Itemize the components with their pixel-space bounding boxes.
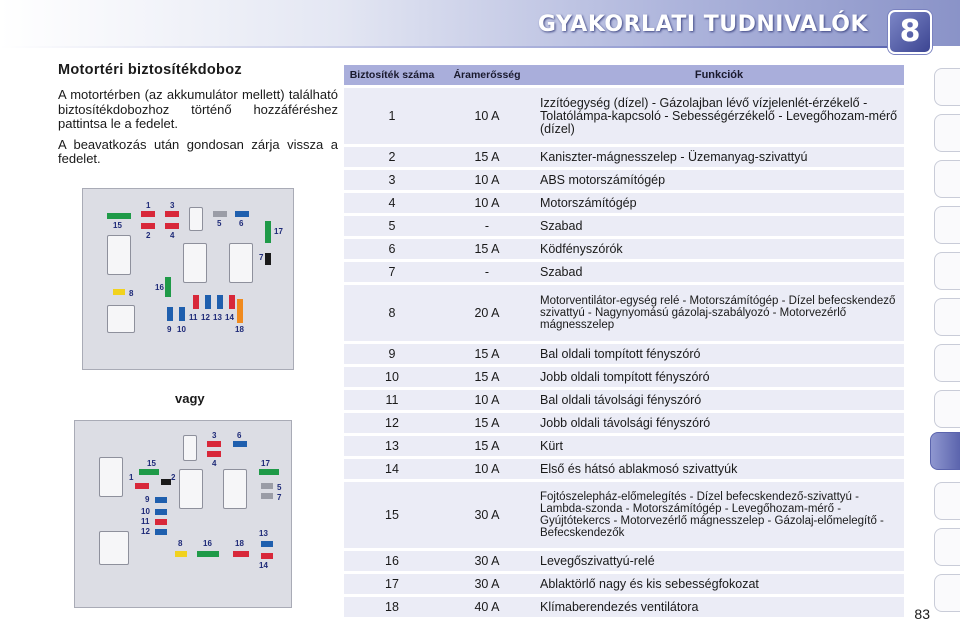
table-row [344, 574, 904, 594]
access-instruction: A motortérben (az akkumulátor mellett) található biztosítékdobozhoz történő hozzáféréshez pattintsa le a fedelet. [58, 87, 338, 131]
table-row [344, 390, 904, 410]
table-row [344, 147, 904, 167]
fuse-2 [141, 223, 155, 229]
chapter-side-tabs [926, 62, 960, 622]
fuse-amperage: - [440, 262, 534, 282]
label-15: 15 [113, 221, 122, 230]
fuse-3 [207, 441, 221, 447]
fuse-number: 14 [344, 459, 440, 479]
fuse-box-diagram-2 [74, 420, 292, 608]
label-13: 13 [213, 313, 222, 322]
fuse-amperage: 30 A [440, 574, 534, 594]
relay-bottom [99, 531, 129, 565]
relay-mid-2 [229, 243, 253, 283]
relay-top [183, 435, 197, 461]
label-1: 1 [146, 201, 151, 210]
fuse-10 [155, 509, 167, 515]
relay-mid-1 [183, 243, 207, 283]
label-8: 8 [129, 289, 134, 298]
chapter-title: GYAKORLATI TUDNIVALÓK [537, 12, 868, 37]
label-9: 9 [167, 325, 172, 334]
table-row [344, 436, 904, 456]
fuse-number: 17 [344, 574, 440, 594]
fuse-function: Fojtószelepház-előmelegítés - Dízel befecskendező-szivattyú - Lambda-szonda - Motorszámítógép - Levegőhozam-mérő - Gyújtótekercs - Motorvezérlő mágnesszelep - Gázolaj-előmelegítő - Befecskendezők [534, 482, 904, 548]
fuse-18 [233, 551, 249, 557]
label-12: 12 [201, 313, 210, 322]
fuse-function: Kaniszter-mágnesszelep - Üzemanyag-szivattyú [534, 147, 904, 167]
label-10: 10 [177, 325, 186, 334]
table-row [344, 88, 904, 144]
fuse-function: Ablaktörlő nagy és kis sebességfokozat [534, 574, 904, 594]
side-tab-10[interactable] [934, 482, 960, 520]
label-2: 2 [146, 231, 151, 240]
fuse-function: Motorventilátor-egység relé - Motorszámítógép - Dízel befecskendező szivattyú - Nagynyomású gázolaj-szabályozó - Motorvezérlő mágnesszelep [534, 285, 904, 341]
label-6: 6 [237, 431, 242, 440]
fuse-amperage: 10 A [440, 390, 534, 410]
fuse-number: 7 [344, 262, 440, 282]
relay-left [107, 235, 131, 275]
fuse-number: 13 [344, 436, 440, 456]
fuse-number: 9 [344, 344, 440, 364]
fuse-3 [165, 211, 179, 217]
section-title: Motortéri biztosítékdoboz [58, 62, 242, 78]
table-row [344, 551, 904, 571]
side-tab-active[interactable] [930, 432, 960, 470]
label-3: 3 [212, 431, 217, 440]
col-header-amperage: Áramerősség [440, 65, 534, 85]
label-13: 13 [259, 529, 268, 538]
label-14: 14 [225, 313, 234, 322]
fuse-function: Szabad [534, 216, 904, 236]
fuse-number: 16 [344, 551, 440, 571]
fuse-function: Jobb oldali távolsági fényszóró [534, 413, 904, 433]
fuse-17 [265, 221, 271, 243]
close-instruction: A beavatkozás után gondosan zárja vissza a fedelet. [58, 136, 338, 166]
fuse-number: 12 [344, 413, 440, 433]
fuse-5 [213, 211, 227, 217]
label-18: 18 [235, 539, 244, 548]
fuse-number: 5 [344, 216, 440, 236]
fuse-amperage: 40 A [440, 597, 534, 617]
fuse-amperage: 30 A [440, 482, 534, 548]
page-header [0, 0, 960, 58]
fuse-17 [259, 469, 279, 475]
side-tab-4[interactable] [934, 206, 960, 244]
label-15: 15 [147, 459, 156, 468]
fuse-15 [139, 469, 159, 475]
label-17: 17 [261, 459, 270, 468]
side-tab-6[interactable] [934, 298, 960, 336]
fuse-amperage: 20 A [440, 285, 534, 341]
label-12: 12 [141, 527, 150, 536]
fuse-function: Izzítóegység (dízel) - Gázolajban lévő vízjelenlét-érzékelő - Tolatólámpa-kapcsoló - Sebességérzékelő - Levegőhozam-mérő (dízel) [534, 88, 904, 144]
label-8: 8 [178, 539, 183, 548]
fuse-table [344, 62, 904, 620]
fuse-number: 8 [344, 285, 440, 341]
fuse-10 [179, 307, 185, 321]
fuse-7 [261, 493, 273, 499]
fuse-amperage: 15 A [440, 367, 534, 387]
col-header-fuse-number: Biztosíték száma [344, 65, 440, 85]
label-1: 1 [129, 473, 134, 482]
fuse-number: 10 [344, 367, 440, 387]
relay-left [99, 457, 123, 497]
header-line [0, 46, 900, 48]
table-row [344, 262, 904, 282]
fuse-function: Jobb oldali tompított fényszóró [534, 367, 904, 387]
table-row [344, 193, 904, 213]
label-18: 18 [235, 325, 244, 334]
fuse-16 [197, 551, 219, 557]
label-4: 4 [170, 231, 175, 240]
side-tab-7[interactable] [934, 344, 960, 382]
fuse-function: Első és hátsó ablakmosó szivattyúk [534, 459, 904, 479]
fuse-14 [229, 295, 235, 309]
label-17: 17 [274, 227, 283, 236]
fuse-function: Kürt [534, 436, 904, 456]
fuse-number: 15 [344, 482, 440, 548]
fuse-5 [261, 483, 273, 489]
label-16: 16 [155, 283, 164, 292]
fuse-6 [233, 441, 247, 447]
table-row [344, 413, 904, 433]
chapter-number-badge: 8 [888, 10, 932, 54]
fuse-number: 4 [344, 193, 440, 213]
label-7: 7 [259, 253, 264, 262]
fuse-amperage: 10 A [440, 88, 534, 144]
fuse-number: 1 [344, 88, 440, 144]
fuse-4 [165, 223, 179, 229]
label-11: 11 [141, 517, 150, 526]
fuse-18 [237, 299, 243, 323]
fuse-number: 18 [344, 597, 440, 617]
label-9: 9 [145, 495, 150, 504]
label-14: 14 [259, 561, 268, 570]
label-4: 4 [212, 459, 217, 468]
fuse-4 [207, 451, 221, 457]
fuse-number: 11 [344, 390, 440, 410]
fuse-8 [113, 289, 125, 295]
relay-mid-2 [223, 469, 247, 509]
fuse-amperage: 30 A [440, 551, 534, 571]
fuse-amperage: 10 A [440, 170, 534, 190]
label-2: 2 [171, 473, 176, 482]
fuse-1 [141, 211, 155, 217]
label-6: 6 [239, 219, 244, 228]
side-tab-3[interactable] [934, 160, 960, 198]
fuse-function: Levegőszivattyú-relé [534, 551, 904, 571]
fuse-function: Motorszámítógép [534, 193, 904, 213]
side-tab-11[interactable] [934, 528, 960, 566]
fuse-8 [175, 551, 187, 557]
fuse-function: Ködfényszórók [534, 239, 904, 259]
or-label: vagy [175, 391, 205, 406]
label-10: 10 [141, 507, 150, 516]
fuse-amperage: 15 A [440, 147, 534, 167]
fuse-amperage: 15 A [440, 413, 534, 433]
side-tab-12[interactable] [934, 574, 960, 612]
table-row [344, 597, 904, 617]
fuse-function: ABS motorszámítógép [534, 170, 904, 190]
page-number: 83 [914, 606, 930, 622]
fuse-amperage: 10 A [440, 459, 534, 479]
table-row [344, 459, 904, 479]
table-row [344, 170, 904, 190]
relay-bottom [107, 305, 135, 333]
fuse-amperage: 15 A [440, 239, 534, 259]
fuse-14 [261, 553, 273, 559]
fuse-7 [265, 253, 271, 265]
table-row [344, 239, 904, 259]
fuse-box-diagram-1 [82, 188, 294, 370]
fuse-12 [155, 529, 167, 535]
relay-top [189, 207, 203, 231]
table-row [344, 367, 904, 387]
fuse-function: Szabad [534, 262, 904, 282]
table-row [344, 344, 904, 364]
fuse-function: Bal oldali távolsági fényszóró [534, 390, 904, 410]
label-5: 5 [217, 219, 222, 228]
fuse-amperage: 10 A [440, 193, 534, 213]
table-row [344, 216, 904, 236]
fuse-13 [261, 541, 273, 547]
side-tab-1[interactable] [934, 68, 960, 106]
side-tab-8[interactable] [934, 390, 960, 428]
fuse-function: Klímaberendezés ventilátora [534, 597, 904, 617]
fuse-function: Bal oldali tompított fényszóró [534, 344, 904, 364]
fuse-9 [155, 497, 167, 503]
fuse-12 [205, 295, 211, 309]
side-tab-2[interactable] [934, 114, 960, 152]
label-3: 3 [170, 201, 175, 210]
left-column [58, 62, 338, 173]
fuse-6 [235, 211, 249, 217]
label-7: 7 [277, 493, 282, 502]
fuse-number: 3 [344, 170, 440, 190]
col-header-functions: Funkciók [534, 65, 904, 85]
fuse-9 [167, 307, 173, 321]
fuse-amperage: 15 A [440, 436, 534, 456]
fuse-amperage: - [440, 216, 534, 236]
fuse-amperage: 15 A [440, 344, 534, 364]
fuse-13 [217, 295, 223, 309]
table-header-row [344, 65, 904, 85]
relay-mid-1 [179, 469, 203, 509]
fuse-1 [135, 483, 149, 489]
label-11: 11 [189, 313, 198, 322]
fuse-16 [165, 277, 171, 297]
fuse-15 [107, 213, 131, 219]
fuse-number: 6 [344, 239, 440, 259]
side-tab-5[interactable] [934, 252, 960, 290]
fuse-11 [155, 519, 167, 525]
table-row [344, 482, 904, 548]
fuse-2 [161, 479, 171, 485]
label-16: 16 [203, 539, 212, 548]
fuse-number: 2 [344, 147, 440, 167]
label-5: 5 [277, 483, 282, 492]
fuse-11 [193, 295, 199, 309]
table-row [344, 285, 904, 341]
